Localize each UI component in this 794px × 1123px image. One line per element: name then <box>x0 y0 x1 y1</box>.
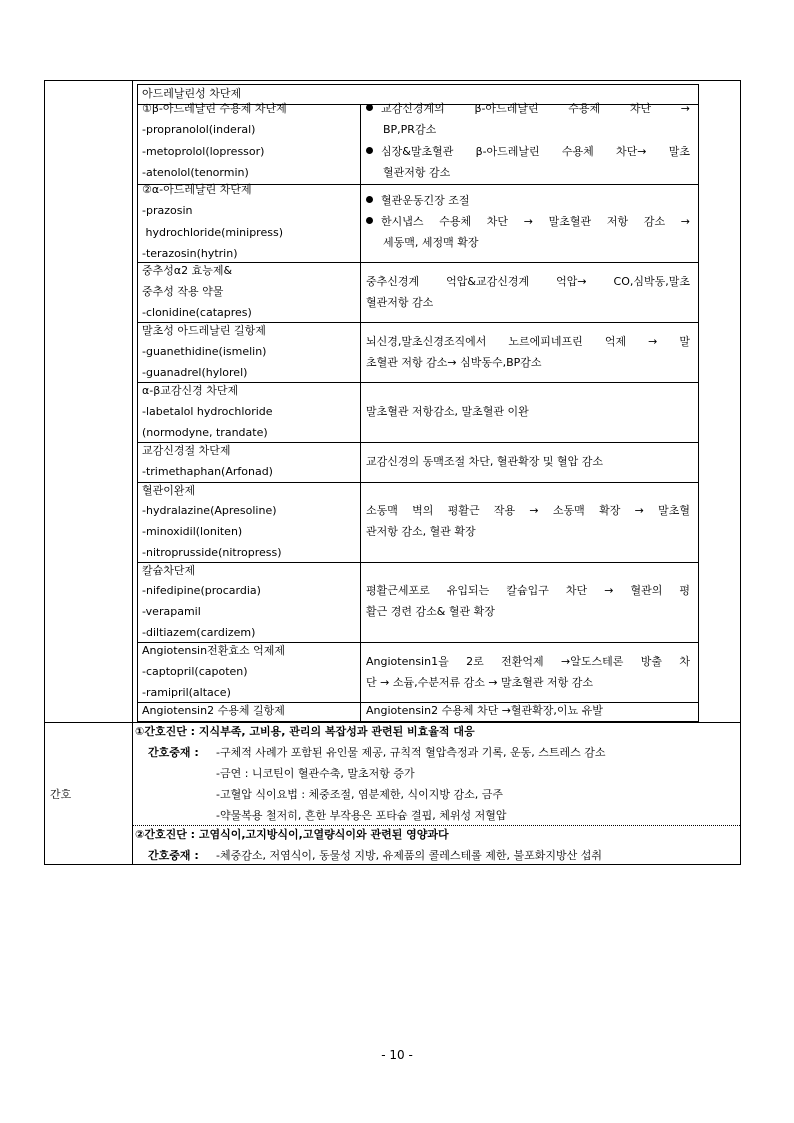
drug-cell-line: 말초성 아드레날린 길항제 <box>142 324 266 337</box>
effect-line: 혈관저항 감소 <box>383 166 451 179</box>
category-column-divider <box>132 80 133 865</box>
effect-bullet-item: 혈관운동긴장 조절 <box>366 190 470 211</box>
drug-cell-line: -labetalol hydrochloride <box>142 405 273 418</box>
drug-cell-line: 교감신경절 차단제 <box>142 444 231 457</box>
bullet-icon <box>366 147 373 154</box>
page-number: - 10 - <box>381 1048 413 1062</box>
drug-cell-line: -terazosin(hytrin) <box>142 247 238 260</box>
drug-cell-line: -ramipril(altace) <box>142 686 231 699</box>
drug-cell-line: -minoxidil(loniten) <box>142 525 243 538</box>
drug-cell-line: Angiotensin2 수용체 길항제 <box>142 704 285 717</box>
effect-line: 활근 경련 감소& 혈관 확장 <box>366 605 495 618</box>
effect-line: BP,PR감소 <box>383 123 437 136</box>
drug-cell-line: -nifedipine(procardia) <box>142 584 261 597</box>
effect-line: 말초혈관 저항감소, 말초혈관 이완 <box>366 405 529 418</box>
drug-cell-line: (normodyne, trandate) <box>142 426 268 439</box>
bullet-icon <box>366 104 373 111</box>
effect-line: 세동맥, 세정맥 확장 <box>383 236 479 249</box>
drug-cell-line: -guanethidine(ismelin) <box>142 345 267 358</box>
effect-line: 관저항 감소, 혈관 확장 <box>366 525 476 538</box>
effect-line: 단 → 소듐,수분저류 감소 → 말초혈관 저항 감소 <box>366 676 594 689</box>
drug-cell-line: 중추성 작용 약물 <box>142 285 224 298</box>
drug-cell-line: 혈관이완제 <box>142 484 196 497</box>
effect-bullet-item: 심장&말초혈관 β-아드레날린 수용체 차단→ 말초 <box>366 141 690 162</box>
intervention-label-2: 간호중재 : <box>148 849 199 862</box>
drug-cell-line: ①β-아드레날린 수용체 차단제 <box>142 102 287 115</box>
drug-cell-line: 칼슘차단제 <box>142 564 196 577</box>
effect-line: 소동맥 벽의 평활근 작용 → 소동맥 확장 → 말초혈 <box>366 504 690 517</box>
drug-cell-line: -hydralazine(Apresoline) <box>142 504 277 517</box>
effect-bullet-item: 한시냅스 수용체 차단 → 말초혈관 저항 감소 → <box>366 211 690 232</box>
effect-bullet-item: 교감신경계의 β-아드레날린 수용체 차단 → <box>366 98 690 119</box>
intervention-line: -약물복용 철저히, 흔한 부작용은 포타슘 결핍, 체위성 저혈압 <box>216 809 507 822</box>
effect-line: 교감신경의 동맥조절 차단, 혈관확장 및 혈압 감소 <box>366 455 603 468</box>
effect-line: 중추신경계 억압&교감신경계 억압→ CO,심박동,말초 <box>366 275 690 288</box>
drug-cell-line: -propranolol(inderal) <box>142 123 256 136</box>
intervention-line: -고혈압 식이요법 : 체중조절, 염분제한, 식이지방 감소, 금주 <box>216 788 504 801</box>
effect-line: 초혈관 저항 감소→ 심박동수,BP감소 <box>366 356 542 369</box>
intervention-line: -구체적 사례가 포함된 유인물 제공, 규칙적 혈압측정과 기록, 운동, 스트레스 감소 <box>216 746 606 759</box>
nursing-diagnosis-2: ②간호진단 : 고염식이,고지방식이,고열량식이와 관련된 영양과다 <box>135 828 449 841</box>
drug-cell-line: Angiotensin전환효소 억제제 <box>142 644 285 657</box>
intervention-line: -금연 : 니코틴이 혈관수축, 말초저항 증가 <box>216 767 415 780</box>
effect-line: 혈관저항 감소 <box>366 296 434 309</box>
drug-cell-line: -metoprolol(lopressor) <box>142 145 265 158</box>
nursing-diagnosis-1: ①간호진단 : 지식부족, 고비용, 관리의 복잡성과 관련된 비효율적 대응 <box>135 725 475 738</box>
nursing-label: 간호 <box>50 788 72 801</box>
intervention-label-1: 간호중재 : <box>148 746 199 759</box>
drug-table-column-divider <box>360 104 361 722</box>
effect-line: Angiotensin1을 2로 전환억제 →알도스테론 방출 차 <box>366 655 690 668</box>
bullet-icon <box>366 196 373 203</box>
drug-cell-line: -clonidine(catapres) <box>142 306 252 319</box>
drug-cell-line: -prazosin <box>142 204 193 217</box>
intervention-line: -체중감소, 저염식이, 동물성 지방, 유제품의 콜레스테롤 제한, 불포화지방산 섭취 <box>216 849 602 862</box>
drug-cell-line: -captopril(capoten) <box>142 665 248 678</box>
adrenergic-blocker-header: 아드레날린성 차단제 <box>142 87 242 100</box>
drug-cell-line: -guanadrel(hylorel) <box>142 366 248 379</box>
drug-cell-line: -verapamil <box>142 605 201 618</box>
drug-cell-line: 중추성α2 효능제& <box>142 264 233 277</box>
drug-cell-line: hydrochloride(minipress) <box>142 226 283 239</box>
drug-cell-line: -trimethaphan(Arfonad) <box>142 465 273 478</box>
effect-line: Angiotensin2 수용체 차단 →혈관확장,이뇨 유발 <box>366 704 603 717</box>
effect-line: 평활근세포로 유입되는 칼슘입구 차단 → 혈관의 평 <box>366 584 690 597</box>
drug-cell-line: -diltiazem(cardizem) <box>142 626 256 639</box>
drug-cell-line: ②α-아드레날린 차단제 <box>142 183 252 196</box>
drug-cell-line: α-β교감신경 차단제 <box>142 384 239 397</box>
effect-line: 뇌신경,말초신경조직에서 노르에피네프린 억제 → 말 <box>366 335 690 348</box>
bullet-icon <box>366 217 373 224</box>
drug-cell-line: -atenolol(tenormin) <box>142 166 249 179</box>
drug-cell-line: -nitroprusside(nitropress) <box>142 546 282 559</box>
